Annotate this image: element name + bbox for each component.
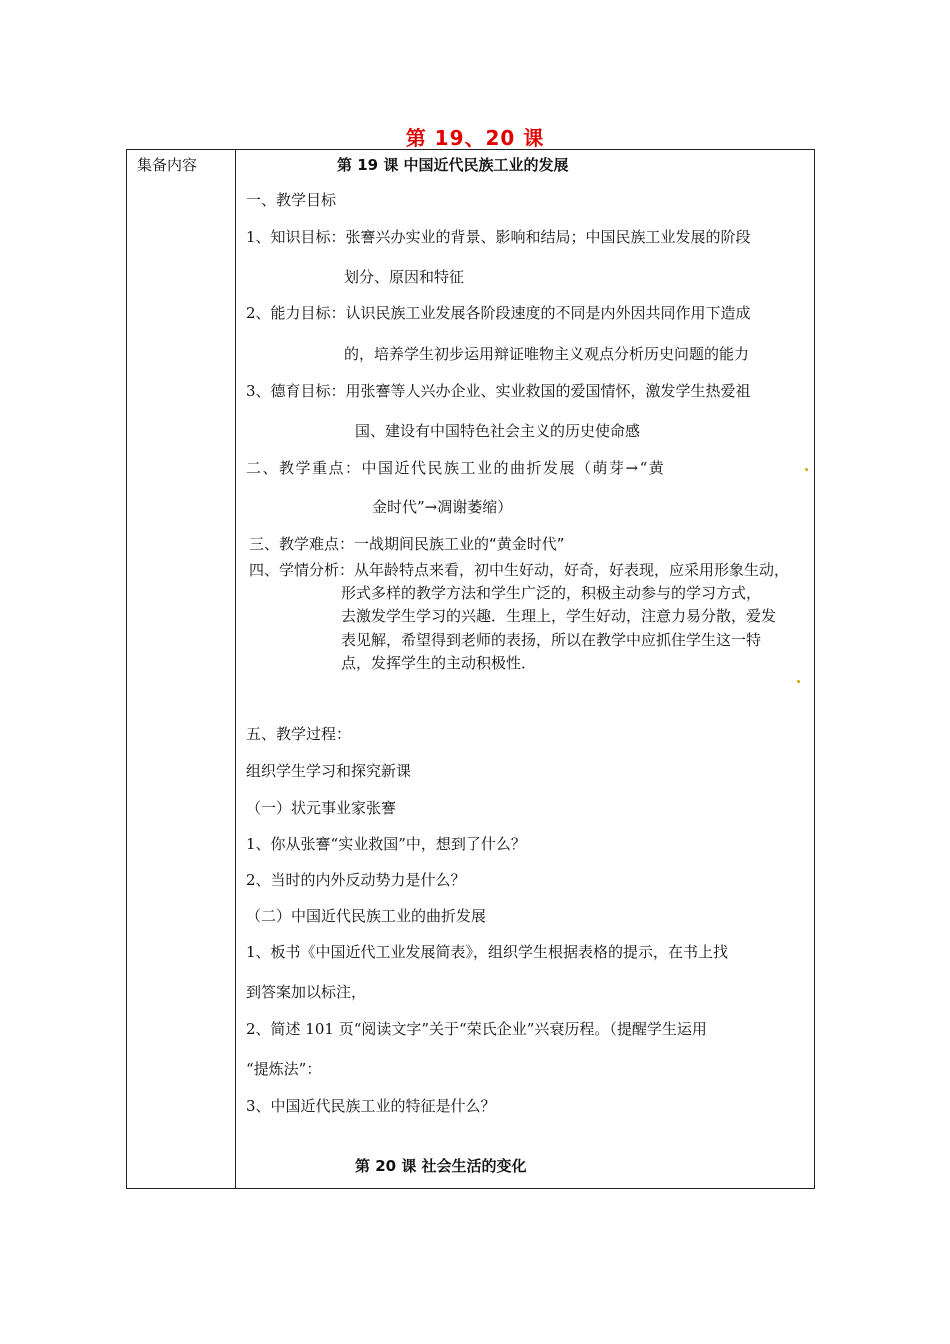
task-1-cont: 到答案加以标注， [246,983,367,1001]
moral-goal-cont: 国、建设有中国特色社会主义的历史使命感 [355,422,641,440]
lesson-plan-table [126,149,815,1189]
question-2: 2、当时的内外反动势力是什么？ [246,871,466,889]
column-divider [235,150,236,1188]
section-one-heading: （一）状元事业家张謇 [246,799,397,817]
teaching-process-heading: 五、教学过程： [246,725,352,743]
task-2: 2、简述 101 页“阅读文字”关于“荣氏企业”兴衰历程。（提醒学生运用 [246,1020,707,1038]
decorative-dot [805,468,808,471]
difficult-point: 三、教学难点：一战期间民族工业的“黄金时代” [249,535,565,553]
lesson-20-heading: 第 20 课 社会生活的变化 [355,1157,527,1175]
section-two-heading: （二）中国近代民族工业的曲折发展 [246,907,487,925]
student-analysis: 四、学情分析：从年龄特点来看，初中生好动，好奇，好表现，应采用形象生动， [249,561,790,579]
task-2-cont: “提炼法”： [246,1060,322,1078]
student-analysis-line3: 去激发学生学习的兴趣．生理上，学生好动，注意力易分散，爱发 [341,607,777,625]
lesson-19-heading: 第 19 课 中国近代民族工业的发展 [337,156,569,174]
section-label: 集备内容 [137,156,198,174]
process-intro: 组织学生学习和探究新课 [246,762,412,780]
moral-goal: 3、德育目标：用张謇等人兴办企业、实业救国的爱国情怀，激发学生热爱祖 [246,382,751,400]
task-1: 1、板书《中国近代工业发展简表》，组织学生根据表格的提示，在书上找 [246,943,729,961]
knowledge-goal: 1、知识目标：张謇兴办实业的背景、影响和结局；中国民族工业发展的阶段 [246,228,751,246]
student-analysis-line2: 形式多样的教学方法和学生广泛的，积极主动参与的学习方式， [341,584,762,602]
ability-goal-cont: 的，培养学生初步运用辩证唯物主义观点分析历史问题的能力 [344,345,750,363]
page-title: 第 19、20 课 [405,126,545,150]
student-analysis-line4: 表见解，希望得到老师的表扬，所以在教学中应抓住学生这一特 [341,631,762,649]
ability-goal: 2、能力目标：认识民族工业发展各阶段速度的不同是内外因共同作用下造成 [246,304,751,322]
key-point: 二、教学重点：中国近代民族工业的曲折发展（萌芽→“黄 [246,459,666,477]
task-3: 3、中国近代民族工业的特征是什么？ [246,1097,496,1115]
decorative-dot [797,680,800,683]
knowledge-goal-cont: 划分、原因和特征 [344,268,465,286]
teaching-goals-heading: 一、教学目标 [246,191,337,209]
key-point-cont: 金时代”→凋谢萎缩） [372,498,513,516]
student-analysis-line5: 点，发挥学生的主动积极性． [341,654,537,672]
question-1: 1、你从张謇“实业救国”中，想到了什么？ [246,835,526,853]
